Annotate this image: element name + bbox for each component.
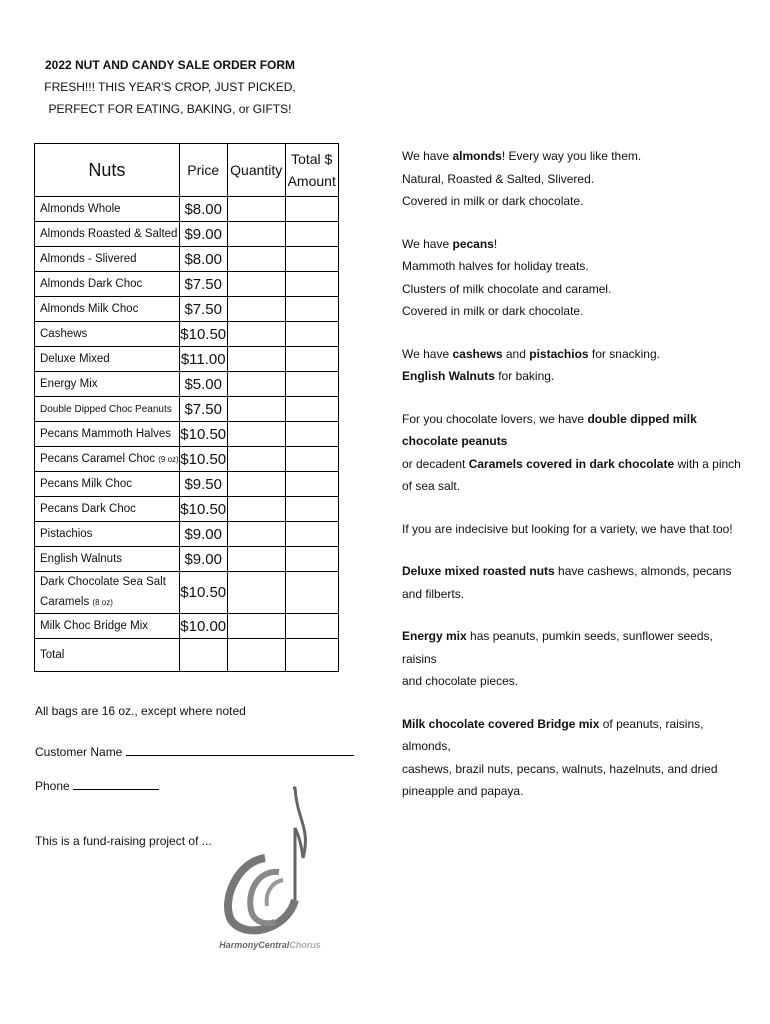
item-price: $9.00 <box>179 522 227 547</box>
table-row <box>35 497 339 522</box>
total-price-cell <box>179 639 227 672</box>
form-title: 2022 NUT AND CANDY SALE ORDER FORM <box>44 58 296 72</box>
item-price: $10.50 <box>179 497 227 522</box>
table-row <box>35 614 339 639</box>
table-row <box>35 572 339 614</box>
item-name: Almonds - Slivered <box>35 247 180 272</box>
quantity-cell[interactable] <box>227 197 285 222</box>
item-size-note: (9 oz) <box>158 455 179 464</box>
quantity-cell[interactable] <box>227 372 285 397</box>
text: Covered in milk or dark chocolate. <box>402 304 584 318</box>
text: for snacking. <box>588 346 660 361</box>
total-cell[interactable] <box>285 372 338 397</box>
col-price-header: Price <box>179 144 227 197</box>
text-bold: Caramels covered in dark chocolate <box>468 456 675 471</box>
desc-energy <box>402 625 742 693</box>
item-price: $10.50 <box>179 572 227 614</box>
desc-almonds <box>402 145 742 213</box>
text: have cashews, almonds, pecans and filberts. <box>402 564 732 601</box>
quantity-cell[interactable] <box>227 222 285 247</box>
item-price: $7.50 <box>179 297 227 322</box>
phone-field[interactable] <box>35 779 159 793</box>
total-cell[interactable] <box>285 397 338 422</box>
table-row <box>35 347 339 372</box>
text: and <box>502 346 530 361</box>
table-header-row <box>35 144 339 197</box>
quantity-cell[interactable] <box>227 497 285 522</box>
text: for baking. <box>494 369 555 383</box>
total-cell[interactable] <box>285 547 338 572</box>
text-bold: pistachios <box>529 346 589 361</box>
item-price: $10.00 <box>179 614 227 639</box>
table-row <box>35 197 339 222</box>
text-bold: almonds <box>452 149 502 163</box>
item-price: $9.00 <box>179 222 227 247</box>
desc-chocolate <box>402 408 742 498</box>
total-cell[interactable] <box>285 347 338 372</box>
item-price: $10.50 <box>179 322 227 347</box>
table-row <box>35 247 339 272</box>
item-price: $8.00 <box>179 197 227 222</box>
text: ! <box>493 236 498 251</box>
text-bold: cashews <box>452 346 503 361</box>
total-cell[interactable] <box>285 497 338 522</box>
item-name: Energy Mix <box>35 372 180 397</box>
total-cell[interactable] <box>285 614 338 639</box>
text: Natural, Roasted & Salted, Slivered. <box>402 171 595 186</box>
total-label: Total <box>35 639 180 672</box>
quantity-cell[interactable] <box>227 297 285 322</box>
text: We have <box>402 236 453 251</box>
desc-deluxe <box>402 560 742 605</box>
table-row <box>35 397 339 422</box>
col-nuts-header: Nuts <box>35 144 180 197</box>
col-total-header <box>285 144 338 197</box>
text: and chocolate pieces. <box>402 674 519 688</box>
total-cell[interactable] <box>285 447 338 472</box>
bags-note: All bags are 16 oz., except where noted <box>35 704 246 718</box>
text: Covered in milk or dark chocolate. <box>402 194 584 208</box>
total-cell[interactable] <box>285 472 338 497</box>
text: For you chocolate lovers, we have <box>402 411 588 426</box>
item-price: $10.50 <box>179 447 227 472</box>
header-line-1: FRESH!!! THIS YEAR'S CROP, JUST PICKED, <box>44 80 296 94</box>
item-name-cell <box>35 447 180 472</box>
item-name: Almonds Milk Choc <box>35 297 180 322</box>
form-header <box>40 54 300 120</box>
total-cell[interactable] <box>285 572 338 614</box>
logo-text-main: HarmonyCentral <box>219 940 290 950</box>
quantity-cell[interactable] <box>227 272 285 297</box>
item-name: Pecans Caramel Choc <box>40 453 156 465</box>
text-bold: pecans <box>452 236 494 251</box>
quantity-cell[interactable] <box>227 522 285 547</box>
text: Clusters of milk chocolate and caramel. <box>402 281 612 296</box>
text: with a pinch of sea salt. <box>402 456 741 493</box>
text: ! Every way you like them. <box>501 149 642 163</box>
total-cell[interactable] <box>285 322 338 347</box>
item-price: $7.50 <box>179 397 227 422</box>
item-name: Pecans Milk Choc <box>35 472 180 497</box>
quantity-cell[interactable] <box>227 472 285 497</box>
total-cell[interactable] <box>285 222 338 247</box>
quantity-cell[interactable] <box>227 547 285 572</box>
text-bold: Deluxe mixed roasted nuts <box>402 564 555 578</box>
item-price: $11.00 <box>179 347 227 372</box>
item-name: English Walnuts <box>35 547 180 572</box>
item-name: Cashews <box>35 322 180 347</box>
desc-bridge-mix <box>402 713 742 803</box>
total-cell[interactable] <box>285 272 338 297</box>
customer-name-label: Customer Name <box>35 745 123 759</box>
text: We have <box>402 346 453 361</box>
item-name: Deluxe Mixed <box>35 347 180 372</box>
item-name-line2-wrap <box>40 592 179 613</box>
text: has peanuts, pumkin seeds, sunflower seeds, raisins <box>402 629 713 666</box>
quantity-cell[interactable] <box>227 572 285 614</box>
quantity-cell[interactable] <box>227 422 285 447</box>
table-row <box>35 547 339 572</box>
table-row <box>35 272 339 297</box>
item-size-note: (8 oz) <box>92 598 113 607</box>
item-name: Almonds Whole <box>35 197 180 222</box>
order-table <box>34 143 339 672</box>
item-name: Pistachios <box>35 522 180 547</box>
text: pineapple and papaya. <box>402 784 524 798</box>
item-price: $9.50 <box>179 472 227 497</box>
music-note-logo-icon <box>215 780 325 955</box>
desc-cashews-walnuts <box>402 343 742 388</box>
total-row <box>35 639 339 672</box>
text-bold: English Walnuts <box>402 369 495 383</box>
text-bold: Energy mix <box>402 629 467 643</box>
quantity-cell[interactable] <box>227 397 285 422</box>
text-bold: double dipped milk chocolate peanuts <box>402 411 697 448</box>
quantity-cell[interactable] <box>227 447 285 472</box>
table-row <box>35 522 339 547</box>
product-descriptions <box>402 145 742 823</box>
item-price: $5.00 <box>179 372 227 397</box>
table-row <box>35 372 339 397</box>
total-quantity-cell[interactable] <box>227 639 285 672</box>
item-name: Pecans Dark Choc <box>35 497 180 522</box>
total-cell[interactable] <box>285 197 338 222</box>
total-cell[interactable] <box>285 247 338 272</box>
table-row <box>35 472 339 497</box>
desc-pecans <box>402 233 742 323</box>
header-line-2: PERFECT FOR EATING, BAKING, or GIFTS! <box>48 102 292 116</box>
table-row <box>35 447 339 472</box>
col-total-header-line2: Amount <box>287 173 336 189</box>
col-quantity-header: Quantity <box>227 144 285 197</box>
text: of peanuts, raisins, almonds, <box>402 716 704 753</box>
text-bold: Milk chocolate covered Bridge mix <box>402 716 600 731</box>
text: We have <box>402 149 453 163</box>
table-row <box>35 297 339 322</box>
text: or decadent <box>402 456 469 471</box>
table-row <box>35 422 339 447</box>
quantity-cell[interactable] <box>227 322 285 347</box>
item-price: $10.50 <box>179 422 227 447</box>
item-name: Almonds Roasted & Salted <box>35 222 180 247</box>
text: cashews, brazil nuts, pecans, walnuts, hazelnuts, and dried <box>402 761 718 776</box>
item-price: $9.00 <box>179 547 227 572</box>
fundraiser-note: This is a fund-raising project of ... <box>35 834 212 848</box>
desc-variety: If you are indecisive but looking for a variety, we have that too! <box>402 521 733 536</box>
item-price: $8.00 <box>179 247 227 272</box>
grand-total-cell[interactable] <box>285 639 338 672</box>
total-cell[interactable] <box>285 422 338 447</box>
item-name: Milk Choc Bridge Mix <box>35 614 180 639</box>
svg-text:HarmonyCentralChorus <box>219 940 321 950</box>
table-row <box>35 222 339 247</box>
quantity-cell[interactable] <box>227 247 285 272</box>
item-name: Pecans Mammoth Halves <box>35 422 180 447</box>
col-total-header-line1: Total $ <box>291 151 333 167</box>
phone-label: Phone <box>35 779 70 793</box>
item-name: Double Dipped Choc Peanuts <box>35 397 180 422</box>
item-name-line1: Dark Chocolate Sea Salt <box>40 576 166 588</box>
phone-line[interactable] <box>73 779 159 790</box>
total-cell[interactable] <box>285 297 338 322</box>
text: Mammoth halves for holiday treats. <box>402 259 589 273</box>
quantity-cell[interactable] <box>227 347 285 372</box>
item-name-line2: Caramels <box>40 596 90 608</box>
item-price: $7.50 <box>179 272 227 297</box>
total-cell[interactable] <box>285 522 338 547</box>
table-row <box>35 322 339 347</box>
quantity-cell[interactable] <box>227 614 285 639</box>
customer-name-field[interactable] <box>35 745 354 759</box>
item-name: Almonds Dark Choc <box>35 272 180 297</box>
logo-text-chorus: Chorus <box>289 940 321 950</box>
item-name-cell <box>35 572 180 614</box>
customer-name-line[interactable] <box>126 745 354 756</box>
